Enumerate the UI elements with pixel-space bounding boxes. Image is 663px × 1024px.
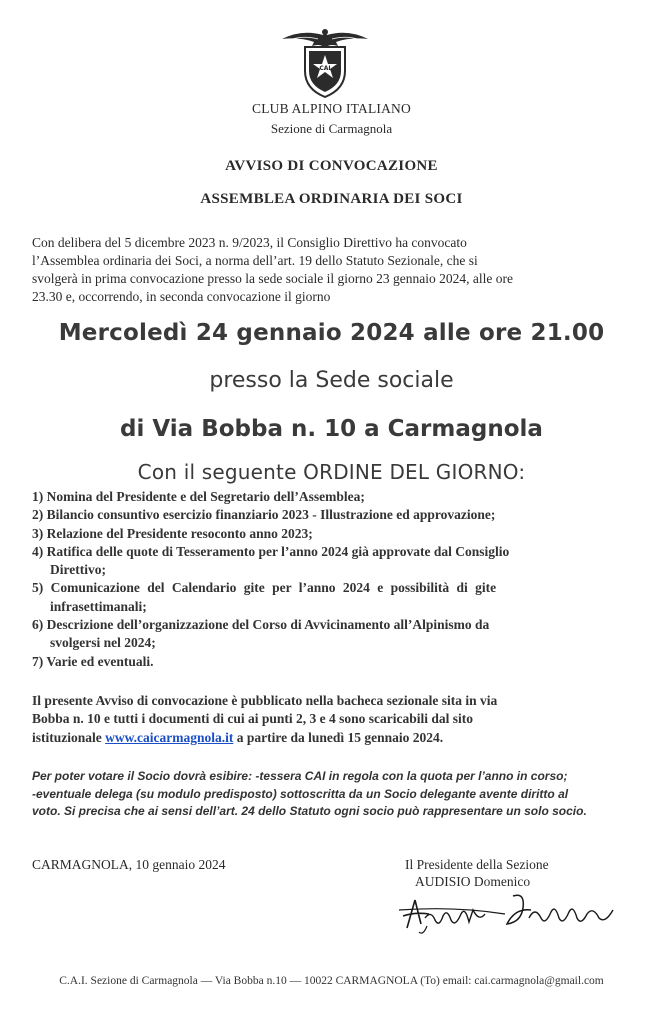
svg-text:CAI: CAI — [319, 65, 331, 72]
org-name: CLUB ALPINO ITALIANO — [252, 101, 411, 116]
agenda-item: 1) Nomina del Presidente e del Segretario dell’Assemblea; — [32, 489, 365, 504]
agenda-heading: Con il seguente ORDINE DEL GIORNO: — [137, 460, 526, 484]
page-footer: C.A.I. Sezione di Carmagnola — Via Bobba n.10 — 10022 CARMAGNOLA (To) email: cai.carmagnola@gmail.com — [59, 975, 604, 987]
agenda-item: 3) Relazione del Presidente resoconto anno 2023; — [32, 525, 313, 541]
agenda-item: 6) Descrizione dell’organizzazione del Corso di Avvicinamento all’Alpinismo da svolgersi nel 2024; — [32, 617, 490, 651]
handwritten-signature-icon — [395, 888, 620, 938]
website-link[interactable]: www.caicarmagnola.it — [105, 729, 234, 745]
section-name: Sezione di Carmagnola — [270, 121, 393, 136]
agenda-item: 4) Ratifica delle quote di Tesseramento per l’anno 2024 già approvate dal Consiglio Direttivo; — [32, 543, 510, 578]
intro-line: l’Assemblea ordinaria dei Soci, a norma dell’art. 19 dello Statuto Sezionale, che si — [32, 253, 478, 268]
signatory-block — [405, 856, 549, 890]
voting-note: Per poter votare il Socio dovrà esibire: -tessera CAI in regola con la quota per l’anno in corso; -eventuale delega (su modulo predisposto) sottoscritta da un Socio delegante avente diritto al voto. Si precisa che ai sensi dell’art. 24 dello Statuto ogni socio può rappresentare un solo socio. — [32, 769, 587, 818]
intro-line: 23.30 e, occorrendo, in seconda convocazione il giorno — [32, 289, 331, 304]
agenda-item: 5) Comunicazione del Calendario gite per l’anno 2024 e possibilità di gite infrasettimanali; — [32, 580, 497, 614]
publication-notice: Il presente Avviso di convocazione è pubblicato nella bacheca sezionale sita in via Bobba n. 10 e tutti i documenti di cui ai punti 2, 3 e 4 sono scaricabili dal sito istituzionale www.caicarmagnola.it a partire da lunedì 15 gennaio 2024. — [32, 693, 498, 745]
meeting-date: Mercoledì 24 gennaio 2024 alle ore 21.00 — [58, 320, 605, 346]
meeting-place-line1: presso la Sede sociale — [209, 368, 454, 393]
meeting-place-line2: di Via Bobba n. 10 a Carmagnola — [120, 416, 543, 442]
signatory-name: AUDISIO Domenico — [415, 874, 531, 889]
agenda-item: 7) Varie ed eventuali. — [32, 653, 154, 669]
document-title: AVVISO DI CONVOCAZIONE — [225, 158, 438, 174]
agenda-item: 2) Bilancio consuntivo esercizio finanziario 2023 - Illustrazione ed approvazione; — [32, 507, 496, 523]
intro-line: svolgerà in prima convocazione presso la sede sociale il giorno 23 gennaio 2024, alle ore — [32, 271, 513, 286]
document-subtitle: ASSEMBLEA ORDINARIA DEI SOCI — [200, 191, 463, 207]
cai-logo-icon — [278, 25, 372, 99]
place-date: CARMAGNOLA, 10 gennaio 2024 — [32, 857, 226, 872]
intro-line: Con delibera del 5 dicembre 2023 n. 9/2023, il Consiglio Direttivo ha convocato — [32, 235, 467, 250]
signatory-role: Il Presidente della Sezione — [405, 857, 549, 872]
agenda-list — [32, 488, 637, 671]
intro-paragraph — [32, 234, 631, 306]
